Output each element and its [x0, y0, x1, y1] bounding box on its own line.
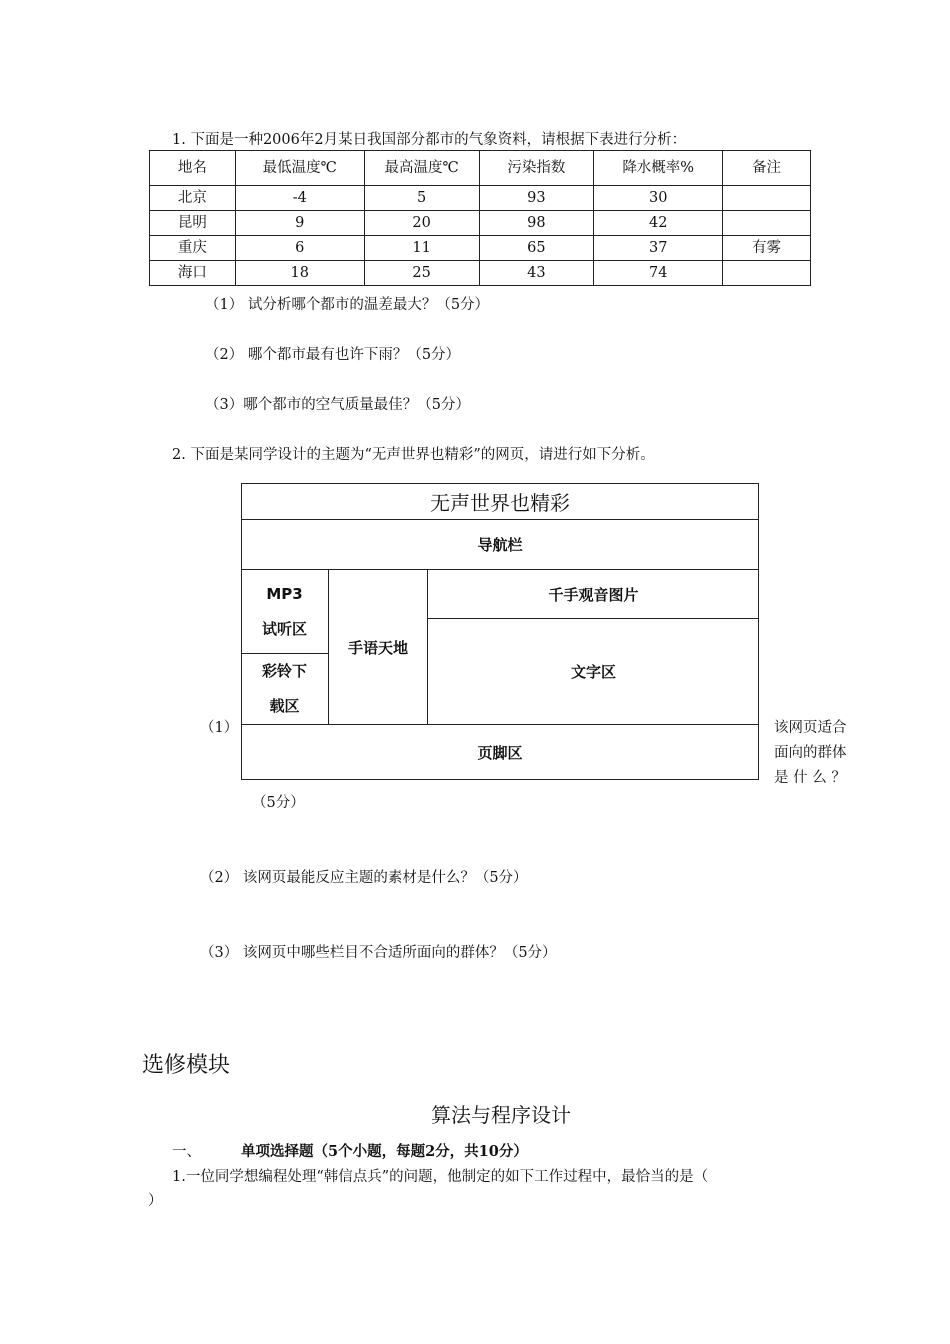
table-cell: 9	[235, 211, 364, 236]
table-header-cell: 降水概率%	[594, 151, 723, 186]
layout-images: 千手观音图片	[548, 585, 639, 604]
layout-mp3-line1: MP3	[266, 584, 303, 603]
q2-sub2: （2） 该网页最能反应主题的素材是什么？（5分）	[200, 870, 528, 886]
table-cell: 20	[364, 211, 479, 236]
table-cell: 93	[479, 186, 594, 211]
table-row	[150, 236, 811, 261]
layout-mp3-area	[241, 570, 328, 653]
q2-sub3: （3） 该网页中哪些栏目不合适所面向的群体？（5分）	[200, 945, 557, 961]
table-row	[150, 211, 811, 236]
layout-ringtone-area	[241, 654, 328, 724]
table-header-cell: 最低温度℃	[235, 151, 364, 186]
q2-sub1-label: （1）	[200, 720, 239, 736]
table-cell: 5	[364, 186, 479, 211]
table-row	[150, 261, 811, 286]
weather-table	[149, 150, 811, 286]
q2-sub1-side-2: 面向的群体	[774, 745, 847, 761]
q1-sub3: （3）哪个都市的空气质量最佳？（5分）	[205, 397, 470, 413]
layout-sign-language: 手语天地	[347, 638, 408, 657]
q1-sub1: （1） 试分析哪个都市的温差最大？（5分）	[205, 297, 490, 313]
elective-heading: 选修模块	[142, 1053, 231, 1078]
table-cell: 25	[364, 261, 479, 286]
q1-sub2: （2） 哪个都市最有也许下雨？（5分）	[205, 347, 461, 363]
layout-text-area: 文字区	[570, 663, 616, 681]
table-cell: 98	[479, 211, 594, 236]
q2-intro: 2. 下面是某同学设计的主题为“无声世界也精彩”的网页，请进行如下分析。	[172, 447, 655, 463]
table-cell: 43	[479, 261, 594, 286]
table-header-cell: 地名	[150, 151, 236, 186]
layout-footer: 页脚区	[477, 744, 523, 762]
table-header-cell: 污染指数	[479, 151, 594, 186]
table-cell: 重庆	[150, 236, 236, 261]
layout-title: 无声世界也精彩	[430, 491, 570, 515]
elective-q1-line1: 1.一位同学想编程处理“韩信点兵”的问题，他制定的如下工作过程中，最恰当的是（	[172, 1169, 709, 1185]
table-cell: 42	[594, 211, 723, 236]
table-cell: 6	[235, 236, 364, 261]
table-cell: 11	[364, 236, 479, 261]
table-cell: 37	[594, 236, 723, 261]
course-title: 算法与程序设计	[431, 1103, 571, 1127]
layout-ring-line1: 彩铃下	[261, 662, 307, 680]
table-header-cell: 最高温度℃	[364, 151, 479, 186]
section-title: 单项选择题（5个小题，每题2分，共10分）	[241, 1143, 528, 1160]
table-cell: -4	[235, 186, 364, 211]
table-cell: 海口	[150, 261, 236, 286]
table-cell: 北京	[150, 186, 236, 211]
table-header-cell: 备注	[723, 151, 811, 186]
q2-sub1-side-1: 该网页适合	[774, 720, 847, 736]
table-cell: 65	[479, 236, 594, 261]
table-cell: 74	[594, 261, 723, 286]
table-header-row	[150, 151, 811, 186]
table-cell: 有雾	[723, 236, 811, 261]
table-cell	[723, 261, 811, 286]
q2-sub1-score: （5分）	[252, 795, 305, 811]
table-row	[150, 186, 811, 211]
table-cell	[723, 186, 811, 211]
layout-nav: 导航栏	[477, 536, 523, 554]
table-cell: 昆明	[150, 211, 236, 236]
layout-mp3-line2: 试听区	[261, 619, 307, 638]
q1-intro: 1. 下面是一种2006年2月某日我国部分都市的气象资料，请根据下表进行分析：	[172, 132, 687, 148]
section-number: 一、	[172, 1144, 201, 1160]
table-cell: 30	[594, 186, 723, 211]
layout-ring-line2: 载区	[269, 697, 300, 715]
elective-q1-line2: ）	[148, 1193, 163, 1209]
q2-sub1-side-3: 是 什 么 ？	[774, 770, 846, 786]
table-cell	[723, 211, 811, 236]
table-cell: 18	[235, 261, 364, 286]
